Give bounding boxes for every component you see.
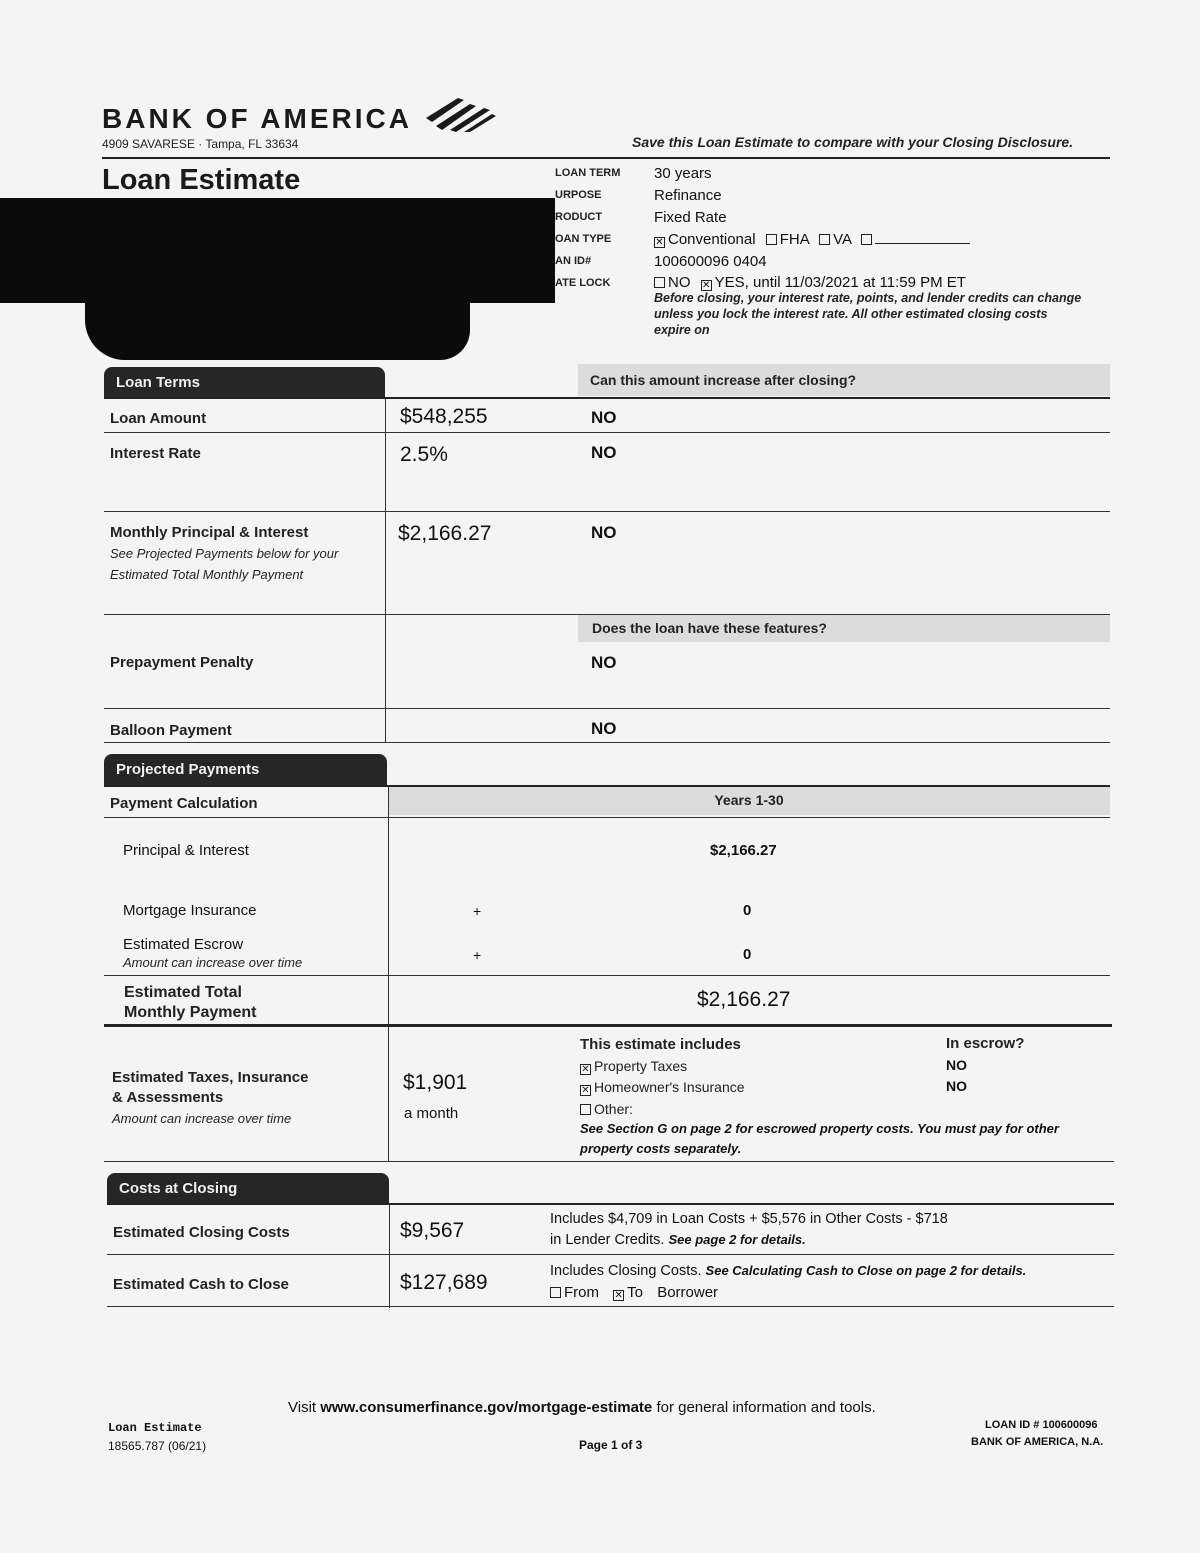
includes-label: This estimate includes (580, 1036, 741, 1053)
balloon-answer: NO (591, 719, 617, 738)
visit-pre: Visit (288, 1399, 317, 1416)
property-taxes-checkbox: ✕ (581, 1064, 590, 1075)
fha-label: FHA (779, 231, 809, 248)
rule (104, 1024, 1112, 1027)
redaction-tape-lower (85, 290, 470, 360)
loan-term-value: 30 years (654, 165, 712, 182)
total-monthly-value: $2,166.27 (697, 988, 791, 1011)
va-label: VA (833, 231, 852, 248)
monthly-pi-answer: NO (591, 523, 617, 542)
loan-terms-tab: Loan Terms (104, 367, 385, 399)
rate-lock-label: ATE LOCK (555, 277, 611, 289)
visit-post: for general information and tools. (656, 1399, 876, 1416)
section-g-note: See Section G on page 2 for escrowed property costs. You must pay for other property costs separately. (580, 1121, 1059, 1156)
bank-logo-text: BANK OF AMERICA (102, 103, 412, 134)
from-label: From (564, 1284, 599, 1301)
form-number: 18565.787 (06/21) (108, 1439, 207, 1453)
escrow-sub: Amount can increase over time (123, 955, 303, 970)
homeowners-checkbox: ✕ (581, 1085, 590, 1096)
purpose-value: Refinance (654, 187, 722, 204)
conventional-checkbox: ✕ (655, 237, 664, 248)
total-label-1: Estimated Total (124, 984, 242, 1001)
mi-value: 0 (743, 902, 752, 919)
escrow-label: Estimated Escrow (123, 936, 244, 953)
from-to-borrower (550, 1284, 718, 1301)
property-taxes-escrow: NO (946, 1057, 967, 1073)
other-type-checkbox (861, 234, 872, 245)
monthly-pi-value: $2,166.27 (398, 522, 492, 545)
column-divider (389, 1204, 390, 1308)
other-checkbox (580, 1104, 591, 1115)
footer-bank-na: BANK OF AMERICA, N.A. (971, 1436, 1104, 1448)
interest-rate-label: Interest Rate (110, 445, 201, 462)
rule (107, 1203, 1114, 1205)
payment-calc-label: Payment Calculation (110, 795, 258, 812)
rate-lock-value (654, 274, 966, 291)
pi-label: Principal & Interest (123, 842, 249, 859)
features-question: Does the loan have these features? (578, 615, 1110, 642)
interest-rate-value: 2.5% (400, 443, 448, 466)
loan-amount-label: Loan Amount (110, 410, 207, 427)
from-checkbox (550, 1287, 561, 1298)
cfpb-link[interactable]: www.consumerfinance.gov/mortgage-estimate (320, 1399, 653, 1416)
rule (104, 1161, 1114, 1162)
column-divider (388, 786, 389, 1026)
va-checkbox (819, 234, 830, 245)
rule (104, 817, 1110, 818)
other-label: Other: (594, 1101, 633, 1117)
fha-checkbox (766, 234, 777, 245)
product-label: RODUCT (555, 211, 603, 223)
loan-id-label: AN ID# (555, 255, 592, 267)
rate-lock-no-label: NO (668, 274, 691, 291)
taxes-sub: Amount can increase over time (112, 1111, 292, 1126)
to-label: To (627, 1284, 644, 1301)
prepayment-label: Prepayment Penalty (110, 654, 254, 671)
loan-type-value (654, 231, 970, 248)
pi-value: $2,166.27 (710, 842, 777, 859)
rule (107, 1306, 1114, 1307)
loan-amount-answer: NO (591, 408, 617, 427)
column-divider (385, 398, 386, 742)
column-divider (388, 1027, 389, 1162)
loan-amount-value: $548,255 (400, 405, 488, 428)
conventional-label: Conventional (668, 231, 756, 248)
borrower-label: Borrower (657, 1284, 719, 1301)
cash-to-close-value: $127,689 (400, 1271, 488, 1294)
save-note: Save this Loan Estimate to compare with your Closing Disclosure. (632, 134, 1074, 150)
rule (104, 742, 1110, 743)
calculating-cash-text: See Calculating Cash to Close on page 2 for details. (705, 1263, 1027, 1278)
purpose-label: URPOSE (555, 189, 602, 201)
rate-lock-note: Before closing, your interest rate, points, and lender credits can change unless you lock the interest rate. All other estimated closing costs expire on (654, 291, 1082, 337)
rule (104, 708, 1110, 709)
closing-costs-value: $9,567 (400, 1219, 465, 1242)
rule (107, 1254, 1114, 1255)
monthly-pi-sub1: See Projected Payments below for your (110, 546, 339, 561)
closing-costs-desc-1: Includes $4,709 in Loan Costs + $5,576 in Other Costs - $718 (550, 1211, 948, 1227)
rule (104, 975, 1110, 976)
other-type-blank (875, 243, 970, 244)
homeowners-label: Homeowner's Insurance (594, 1079, 745, 1095)
closing-costs-label: Estimated Closing Costs (113, 1224, 290, 1241)
footer-visit-text (288, 1399, 876, 1416)
rule (104, 511, 1110, 512)
closing-costs-desc-2 (550, 1232, 806, 1248)
redaction-tape (0, 198, 555, 303)
footer-loan-id: LOAN ID # 100600096 (985, 1419, 1098, 1431)
increase-question: Can this amount increase after closing? (578, 364, 1110, 396)
in-escrow-label: In escrow? (946, 1035, 1025, 1052)
escrow-value: 0 (743, 946, 752, 963)
monthly-pi-sub2: Estimated Total Monthly Payment (110, 567, 304, 582)
see-page-2-text: See page 2 for details. (668, 1232, 806, 1247)
balloon-label: Balloon Payment (110, 722, 232, 739)
lender-credits-text: in Lender Credits. (550, 1232, 665, 1248)
rule (104, 397, 1110, 399)
page-number: Page 1 of 3 (579, 1438, 643, 1452)
loan-term-label: LOAN TERM (555, 167, 621, 179)
loan-id-value: 100600096 0404 (654, 253, 767, 270)
homeowners-escrow: NO (946, 1078, 967, 1094)
interest-rate-answer: NO (591, 443, 617, 462)
taxes-period: a month (404, 1105, 459, 1122)
loan-type-label: OAN TYPE (555, 233, 612, 245)
form-name: Loan Estimate (108, 1421, 202, 1435)
property-taxes-item (580, 1058, 687, 1074)
taxes-label-1: Estimated Taxes, Insurance (112, 1069, 309, 1086)
monthly-pi-label: Monthly Principal & Interest (110, 524, 309, 541)
to-checkbox: ✕ (614, 1290, 623, 1301)
years-header: Years 1-30 (388, 787, 1110, 815)
bank-address: 4909 SAVARESE · Tampa, FL 33634 (102, 137, 299, 151)
rate-lock-no-checkbox (654, 277, 665, 288)
product-value: Fixed Rate (654, 209, 727, 226)
total-label-2: Monthly Payment (124, 1004, 257, 1021)
other-item (580, 1101, 633, 1117)
taxes-value: $1,901 (403, 1071, 468, 1094)
homeowners-item (580, 1079, 745, 1095)
costs-at-closing-tab: Costs at Closing (107, 1173, 389, 1205)
rate-lock-yes-label: YES, until 11/03/2021 at 11:59 PM ET (714, 274, 966, 291)
includes-closing-costs-text: Includes Closing Costs. (550, 1263, 702, 1279)
property-taxes-label: Property Taxes (594, 1058, 688, 1074)
mi-label: Mortgage Insurance (123, 902, 257, 919)
bank-flag-logo-icon (418, 92, 496, 132)
taxes-label-2: & Assessments (112, 1089, 224, 1106)
projected-payments-tab: Projected Payments (104, 754, 387, 786)
cash-to-close-label: Estimated Cash to Close (113, 1276, 289, 1293)
rule (104, 432, 1110, 433)
rate-lock-yes-checkbox: ✕ (701, 280, 711, 291)
header-rule (102, 157, 1110, 159)
plus-sign: + (473, 947, 482, 963)
plus-sign: + (473, 903, 482, 919)
prepayment-answer: NO (591, 653, 617, 672)
cash-desc-1 (550, 1263, 1026, 1279)
page-title: Loan Estimate (102, 164, 301, 196)
